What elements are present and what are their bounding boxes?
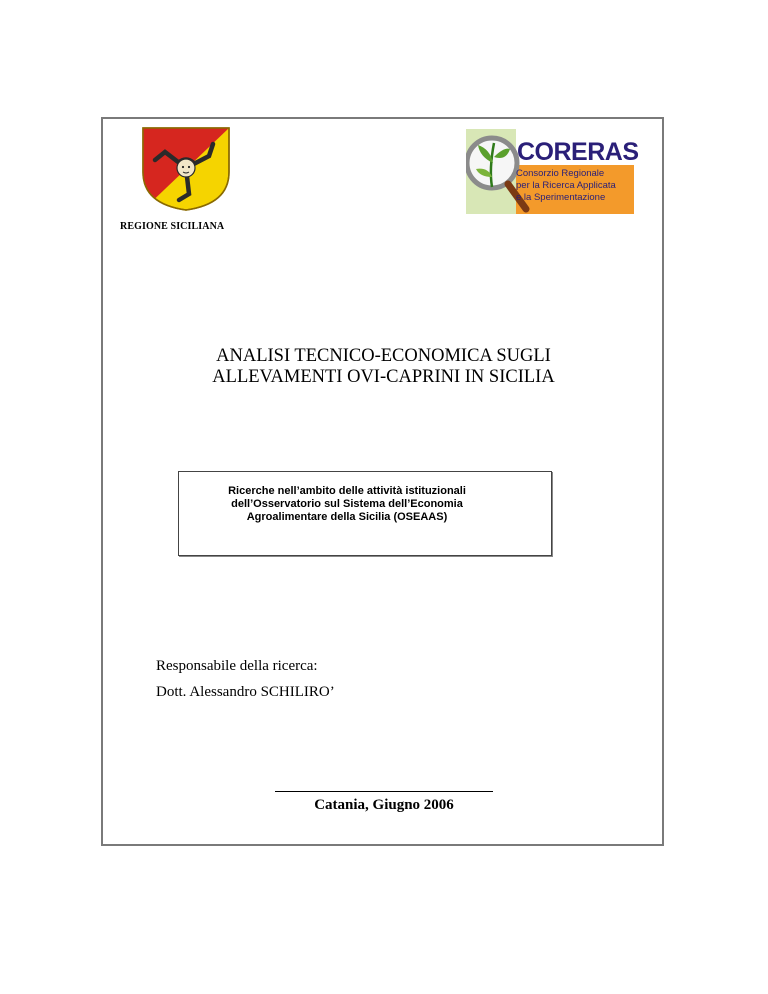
- title-line: ALLEVAMENTI OVI-CAPRINI IN SICILIA: [212, 367, 555, 387]
- region-label: REGIONE SICILIANA: [120, 221, 225, 232]
- info-line: Agroalimentare della Sicilia (OSEAAS): [246, 511, 448, 523]
- place-date: Catania, Giugno 2006: [314, 797, 454, 813]
- coreras-subtitle-line: per la Ricerca Applicata: [516, 180, 616, 191]
- coreras-subtitle-line: e la Sperimentazione: [516, 192, 606, 203]
- signature-line: [275, 791, 493, 792]
- document-title: [104, 346, 663, 388]
- coreras-name: CORERAS: [517, 138, 639, 166]
- responsible-label: Responsabile della ricerca:: [156, 658, 318, 674]
- coreras-subtitle: [516, 168, 634, 204]
- coreras-subtitle-line: Consorzio Regionale: [516, 168, 605, 179]
- sicily-crest-logo: [139, 126, 233, 212]
- info-line: dell’Osservatorio sul Sistema dell’Economia: [231, 498, 463, 510]
- info-box-text: [178, 485, 516, 524]
- responsible-name: Dott. Alessandro SCHILIRO’: [156, 684, 335, 700]
- info-line: Ricerche nell’ambito delle attività istituzionali: [228, 485, 466, 497]
- title-line: ANALISI TECNICO-ECONOMICA SUGLI: [216, 346, 551, 366]
